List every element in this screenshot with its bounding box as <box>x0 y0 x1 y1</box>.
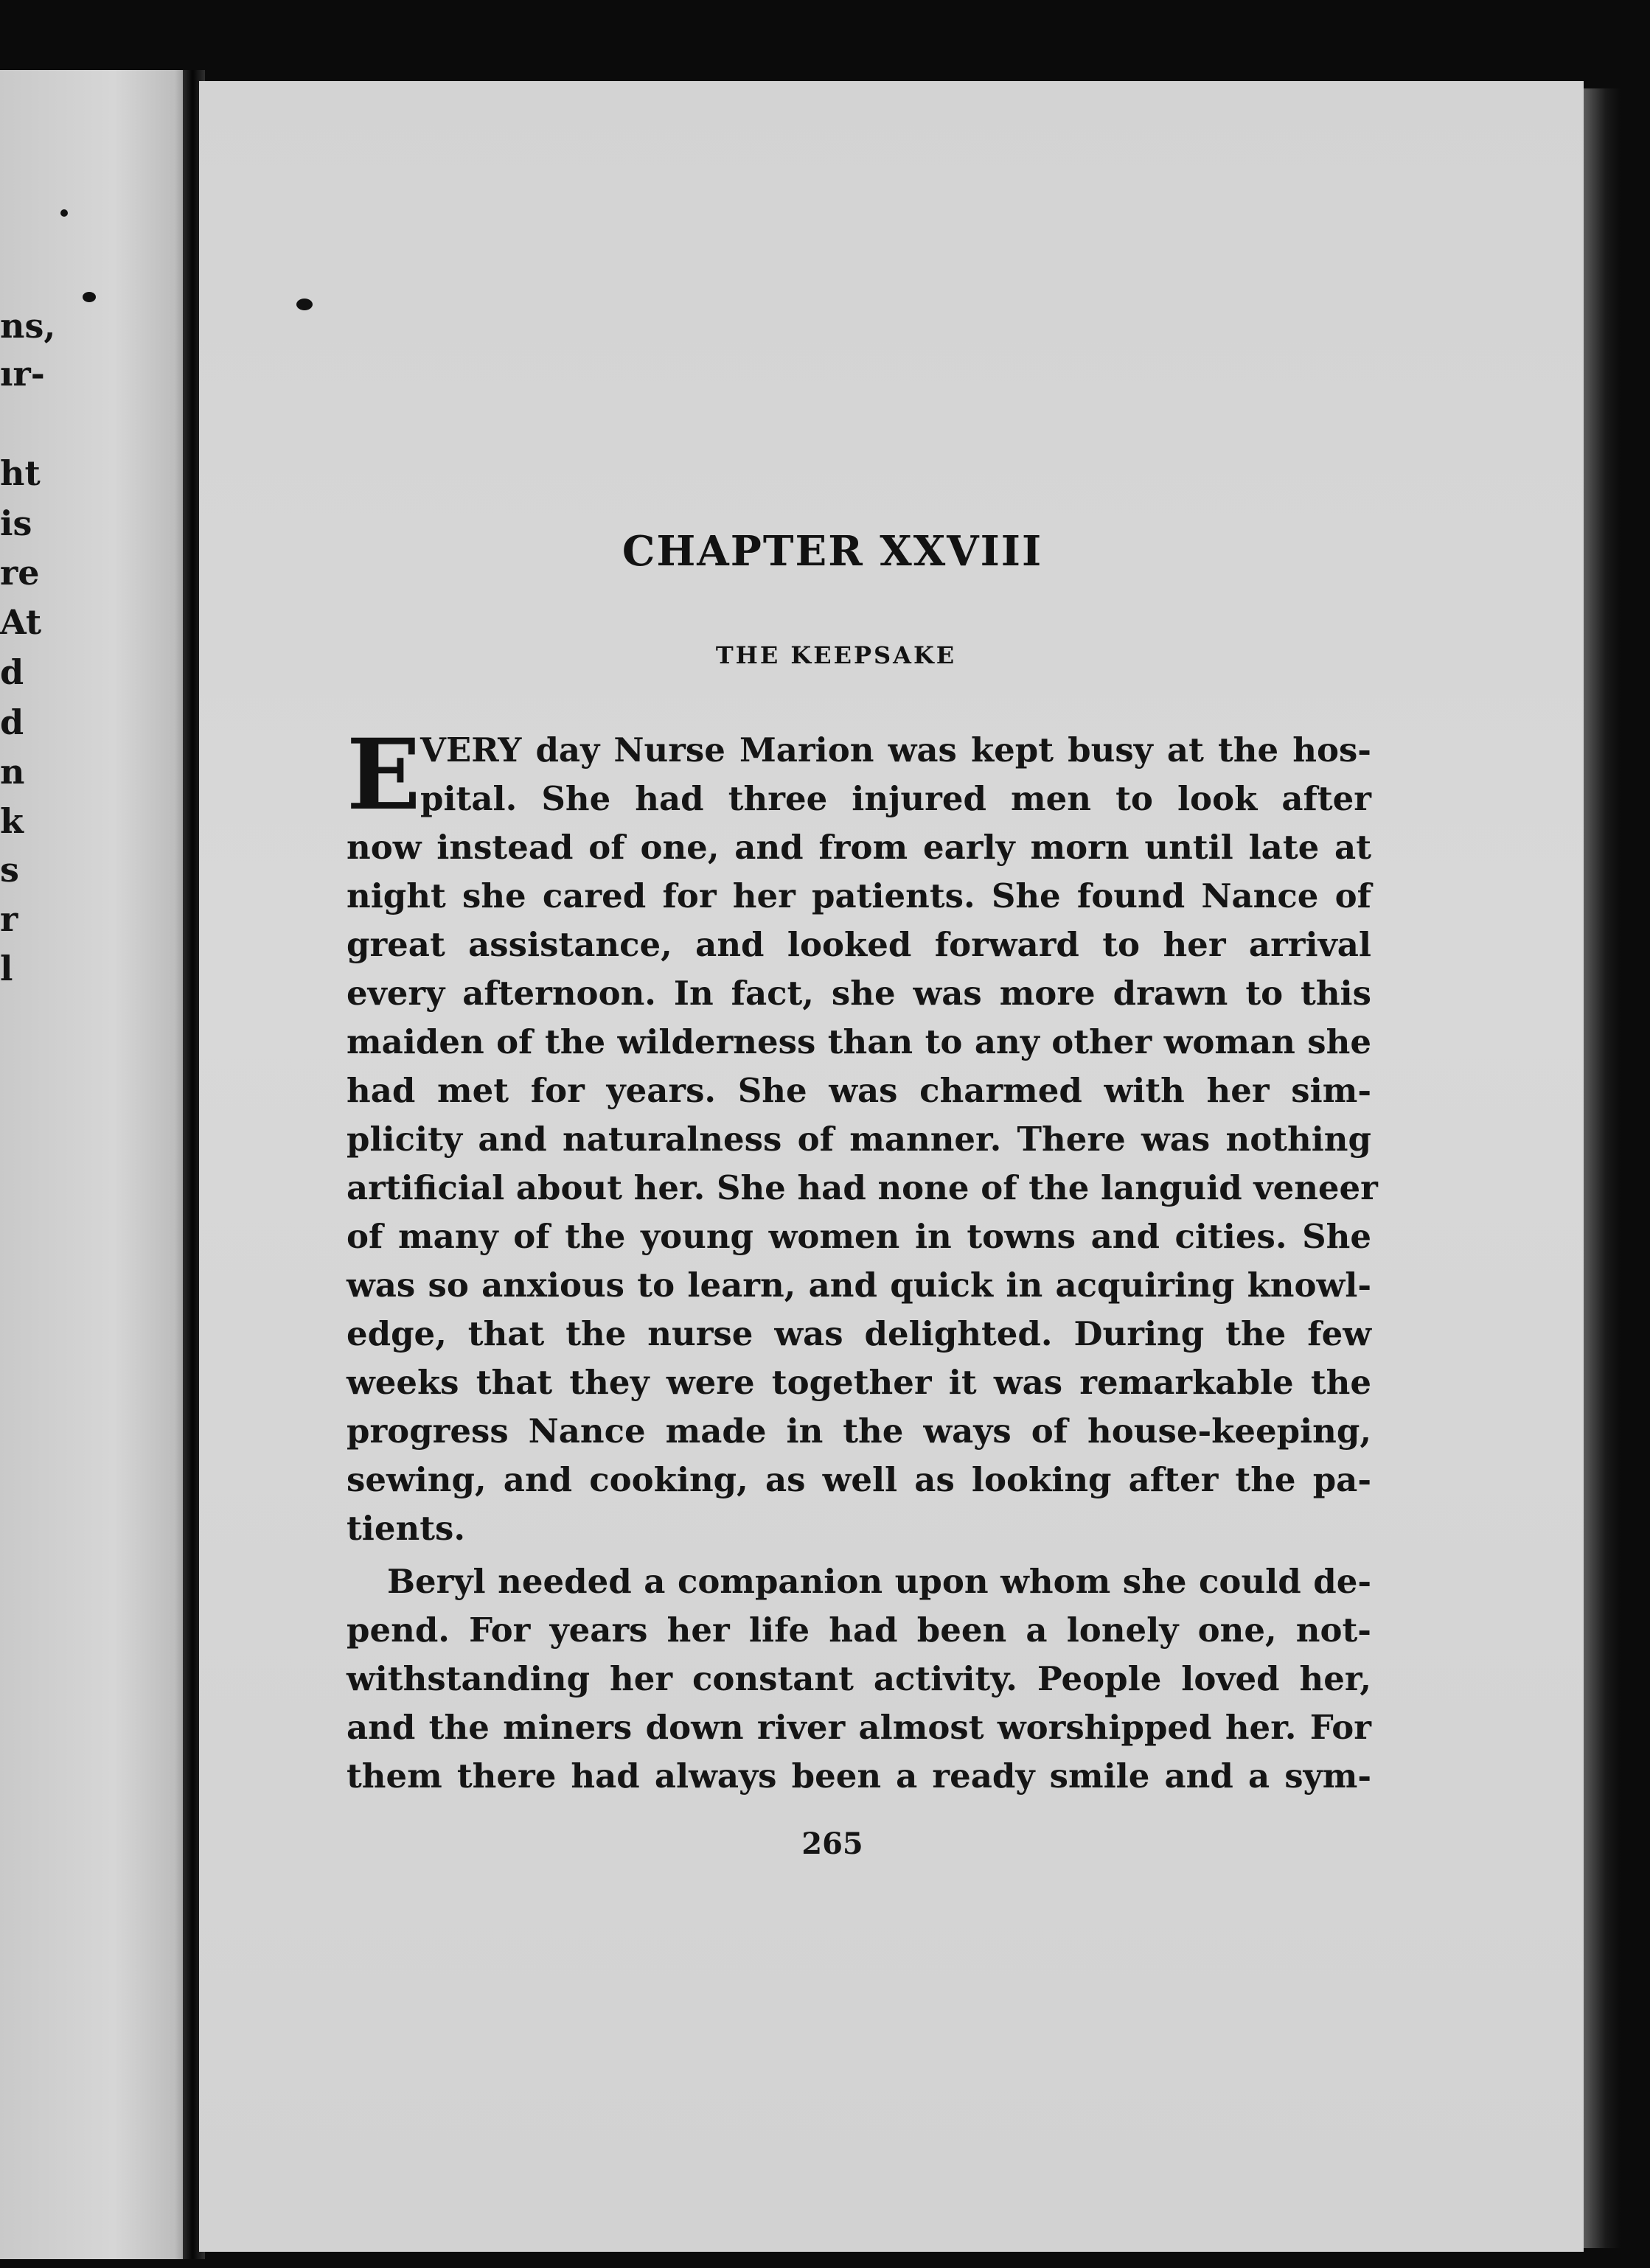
text-line: great assistance, and looked forward to her arrival <box>347 925 1371 964</box>
text-line: sewing, and cooking, as well as looking after the pa- <box>347 1460 1371 1499</box>
left-page-fragment: s <box>0 850 19 890</box>
text-line: plicity and naturalness of manner. There was nothing <box>347 1120 1371 1159</box>
text-line: had met for years. She was charmed with her sim- <box>347 1071 1371 1110</box>
text-line: Beryl needed a companion upon whom she could de- <box>387 1562 1371 1601</box>
text-line: maiden of the wilderness than to any other woman she <box>347 1022 1371 1061</box>
page-number: 265 <box>801 1826 863 1861</box>
text-line: weeks that they were together it was remarkable the <box>347 1363 1371 1402</box>
left-page-fragment: l <box>0 949 13 988</box>
left-page-fragment: d <box>0 652 24 692</box>
text-line: of many of the young women in towns and cities. She <box>347 1217 1371 1256</box>
left-facing-page <box>0 70 190 2259</box>
text-line: VERY day Nurse Marion was kept busy at the hos- <box>420 730 1371 770</box>
text-line: them there had always been a ready smile and a sym- <box>347 1756 1371 1796</box>
text-line: tients. <box>347 1509 466 1548</box>
text-line: progress Nance made in the ways of house-keeping, <box>347 1412 1371 1451</box>
left-page-fragment: ns, <box>0 306 56 346</box>
text-line: withstanding her constant activity. People loved her, <box>347 1659 1371 1698</box>
text-line: pend. For years her life had been a lonely one, not- <box>347 1611 1371 1650</box>
text-line: artificial about her. She had none of the languid veneer <box>347 1168 1378 1207</box>
left-page-fragment: r <box>0 899 18 939</box>
chapter-subtitle: THE KEEPSAKE <box>715 641 957 669</box>
ink-speck <box>296 299 313 310</box>
text-line: and the miners down river almost worshipped her. For <box>347 1708 1371 1747</box>
left-page-fragment: k <box>0 801 24 841</box>
chapter-title: CHAPTER XXVIII <box>622 527 1043 576</box>
left-page-fragment: ht <box>0 453 41 493</box>
text-line: edge, that the nurse was delighted. During the few <box>347 1314 1371 1353</box>
text-line: was so anxious to learn, and quick in acquiring knowl- <box>347 1266 1371 1305</box>
ink-speck <box>60 209 68 217</box>
left-page-fragment: ır- <box>0 354 45 394</box>
left-page-fragment: At <box>0 602 42 642</box>
text-line: now instead of one, and from early morn until late at <box>347 828 1371 867</box>
left-page-fragment: n <box>0 752 25 792</box>
text-line: every afternoon. In fact, she was more drawn to this <box>347 974 1371 1013</box>
text-line: night she cared for her patients. She found Nance of <box>347 876 1371 915</box>
drop-cap: E <box>347 718 421 832</box>
ink-speck <box>83 292 96 302</box>
left-page-fragment: is <box>0 503 32 543</box>
page-edge-shadow <box>1584 88 1621 2248</box>
text-line: pital. She had three injured men to look after <box>420 779 1371 818</box>
left-page-fragment: re <box>0 553 40 593</box>
left-page-fragment: d <box>0 702 24 742</box>
